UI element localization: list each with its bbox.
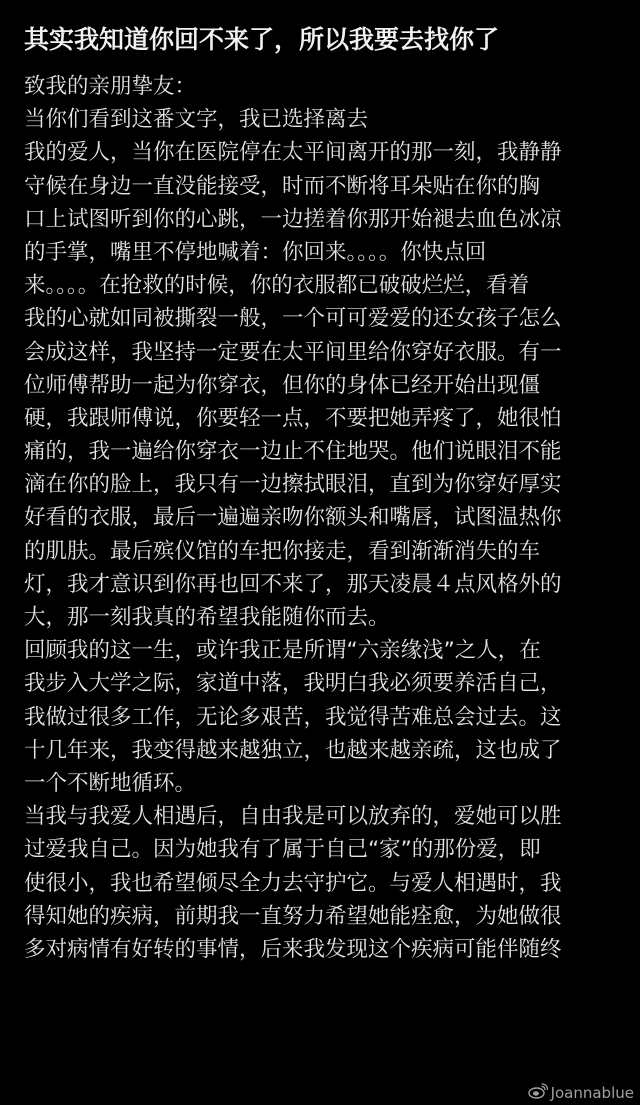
post-line: 当你们看到这番文字，我已选择离去 bbox=[24, 107, 369, 133]
post-line: 回顾我的这一生，或许我正是所谓“六亲缘浅”之人，在 bbox=[24, 638, 541, 664]
post-line: 守候在身边一直没能接受，时而不断将耳朵贴在你的胸 bbox=[24, 173, 541, 199]
post-line: 硬，我跟师傅说，你要轻一点，不要把她弄疼了，她很怕 bbox=[24, 405, 562, 431]
post-line: 口上试图听到你的心跳，一边搓着你那开始褪去血色冰凉 bbox=[24, 206, 562, 232]
post-line: 的手掌，嘴里不停地喊着：你回来。。。。你快点回 bbox=[24, 239, 487, 265]
watermark-handle: Joannablue bbox=[550, 1084, 634, 1102]
post-line: 会成这样，我坚持一定要在太平间里给你穿好衣服。有一 bbox=[24, 339, 562, 365]
post-line: 来。。。。在抢救的时候，你的衣服都已破破烂烂，看着 bbox=[24, 273, 530, 299]
post-line: 多对病情有好转的事情，后来我发现这个疾病可能伴随终 bbox=[24, 936, 562, 962]
post-line: 灯，我才意识到你再也回不来了，那天凌晨４点风格外的 bbox=[24, 571, 562, 597]
post-title: 其实我知道你回不来了，所以我要去找你了 bbox=[24, 25, 500, 54]
post-line: 过爱我自己。因为她我有了属于自己“家”的那份爱，即 bbox=[24, 837, 541, 863]
post-line: 位师傅帮助一起为你穿衣，但你的身体已经开始出现僵 bbox=[24, 372, 541, 398]
post-line: 当我与我爱人相遇后，自由我是可以放弃的，爱她可以胜 bbox=[24, 804, 562, 830]
watermark bbox=[528, 1083, 634, 1103]
post-line: 痛的，我一遍给你穿衣一边止不住地哭。他们说眼泪不能 bbox=[24, 439, 562, 465]
post-body bbox=[24, 70, 618, 966]
post-line: 一个不断地循环。 bbox=[24, 770, 197, 796]
post-line: 我的爱人，当你在医院停在太平间离开的那一刻，我静静 bbox=[24, 140, 562, 166]
weibo-icon bbox=[528, 1083, 548, 1103]
post-line: 十几年来，我变得越来越独立，也越来越亲疏，这也成了 bbox=[24, 737, 562, 763]
post-line: 得知她的疾病，前期我一直努力希望她能痊愈，为她做很 bbox=[24, 903, 562, 929]
post-line: 的肌肤。最后殡仪馆的车把你接走，看到渐渐消失的车 bbox=[24, 538, 541, 564]
post-line: 好看的衣服，最后一遍遍亲吻你额头和嘴唇，试图温热你 bbox=[24, 505, 562, 531]
post-line: 滴在你的脸上，我只有一边擦拭眼泪，直到为你穿好厚实 bbox=[24, 472, 562, 498]
post-line: 我步入大学之际，家道中落，我明白我必须要养活自己， bbox=[24, 671, 562, 697]
post-line: 致我的亲朋挚友： bbox=[24, 74, 197, 99]
post-line: 大，那一刻我真的希望我能随你而去。 bbox=[24, 605, 390, 630]
post-line: 我的心就如同被撕裂一般，一个可可爱爱的还女孩子怎么 bbox=[24, 306, 562, 332]
post-line: 使很小，我也希望倾尽全力去守护它。与爱人相遇时，我 bbox=[24, 870, 562, 896]
post-line: 我做过很多工作，无论多艰苦，我觉得苦难总会过去。这 bbox=[24, 704, 562, 730]
